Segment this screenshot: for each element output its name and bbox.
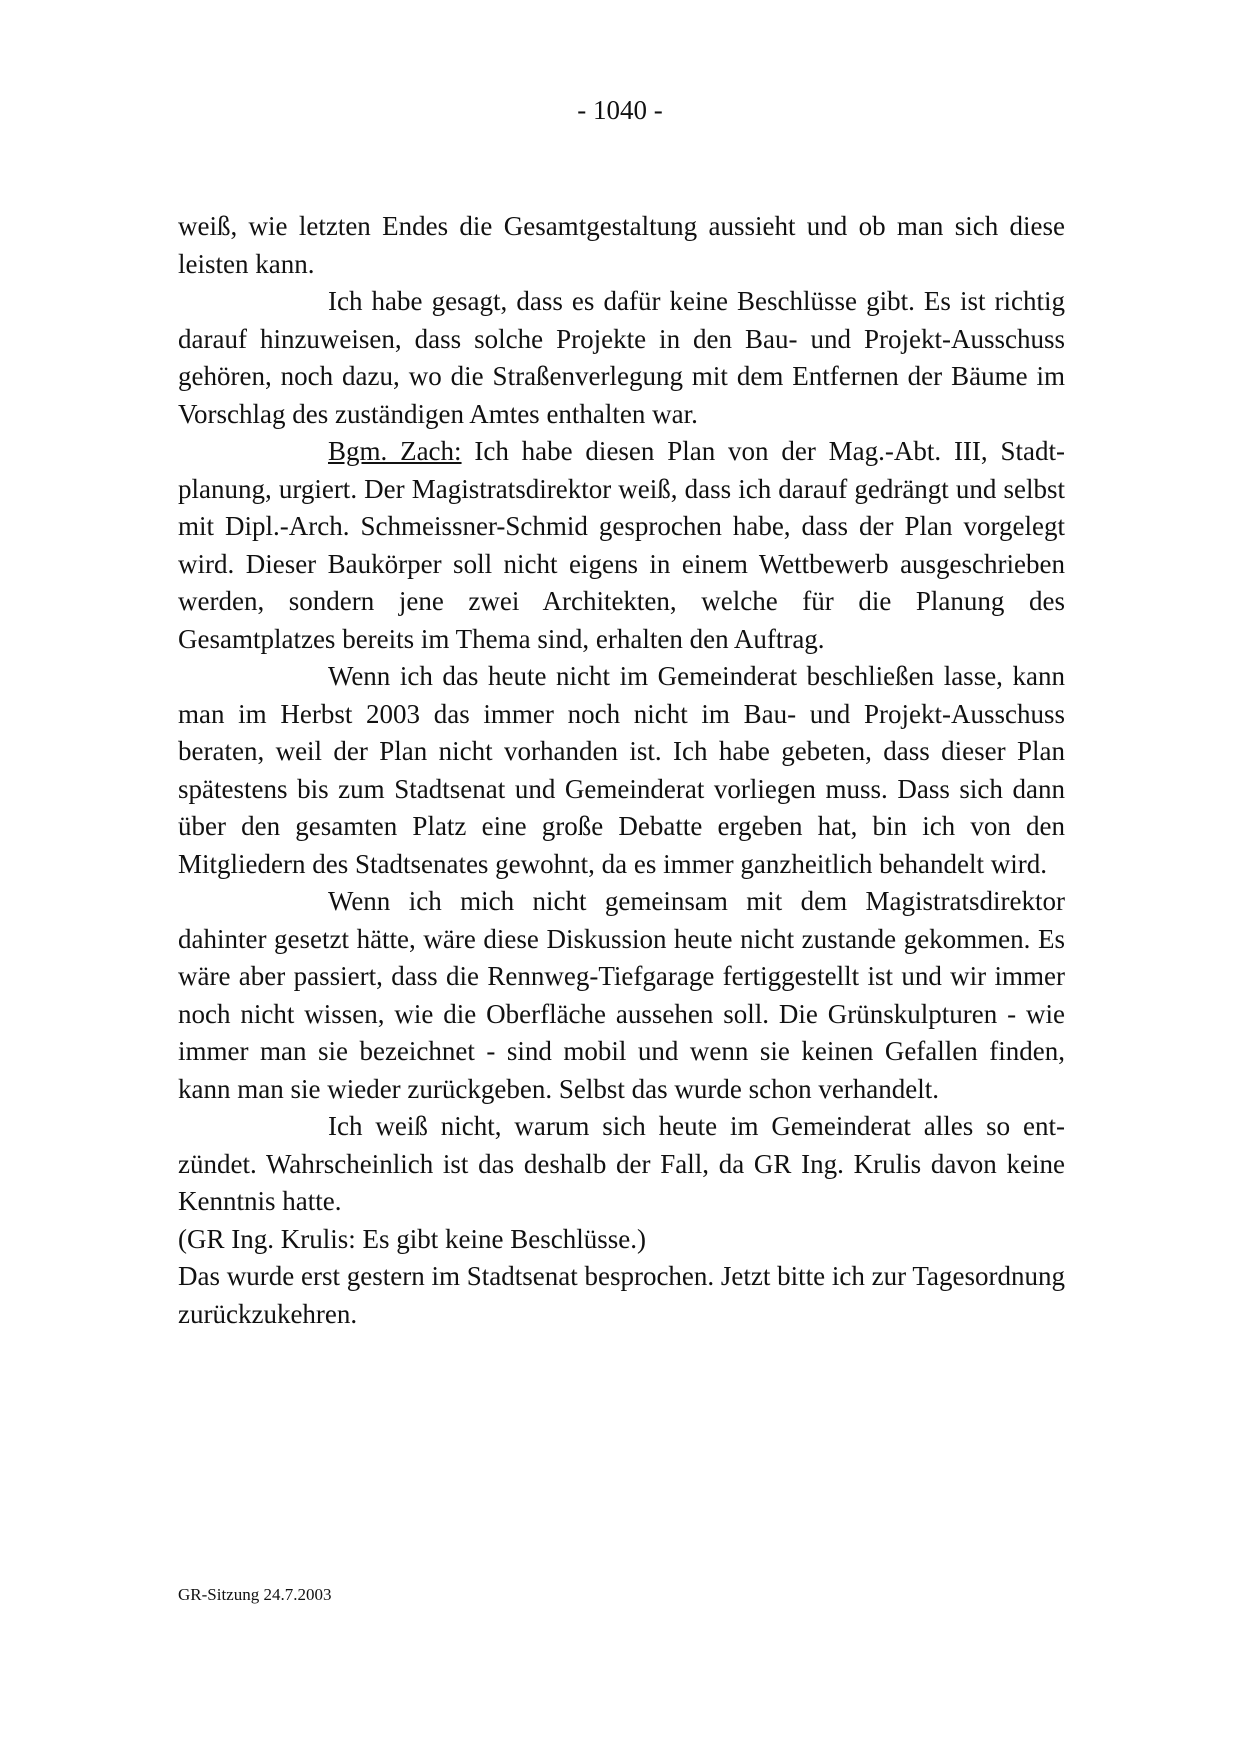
- paragraph: Ich habe gesagt, dass es dafür keine Beschlüsse gibt. Es ist richtig darauf hinzuweisen, dass solche Projekte in den Bau- und Projekt-Ausschuss gehören, noch dazu, wo die Straßenverlegung mit dem Entfernen der Bäume im Vorschlag des zuständigen Amtes enthalten war.: [178, 286, 1065, 429]
- paragraph-speaker-statement: [178, 433, 1065, 658]
- paragraph: Wenn ich mich nicht gemeinsam mit dem Magistratsdirektor dahinter gesetzt hätte, wäre diese Diskussion heute nicht zustande gekommen. Es wäre aber passiert, dass die Rennweg-Tiefgarage fertiggestellt ist und wir immer noch nicht wissen, wie die Oberfläche aussehen soll. Die Grünskulpturen - wie immer man sie bezeichnet - sind mobil und wenn sie keinen Gefallen finden, kann man sie wieder zurückgeben. Selbst das wurde schon verhandelt.: [178, 886, 1065, 1104]
- paragraph: Wenn ich das heute nicht im Gemeinderat beschließen lasse, kann man im Herbst 2003 das immer noch nicht im Bau- und Projekt-Ausschuss beraten, weil der Plan nicht vorhanden ist. Ich habe gebeten, dass dieser Plan spätestens bis zum Stadtsenat und Gemeinderat vorliegen muss. Dass sich dann über den gesamten Platz eine große Debatte ergeben hat, bin ich von den Mitgliedern des Stadtsenates gewohnt, da es immer ganzheitlich behandelt wird.: [178, 661, 1065, 879]
- speaker-name: Bgm. Zach:: [328, 436, 462, 466]
- footer-session-date: GR-Sitzung 24.7.2003: [178, 1585, 332, 1604]
- paragraph: weiß, wie letzten Endes die Gesamtgestaltung aussieht und ob man sich diese leisten kann.: [178, 211, 1065, 279]
- paragraph: Das wurde erst gestern im Stadtsenat besprochen. Jetzt bitte ich zur Tagesordnung zurückzukehren.: [178, 1261, 1065, 1329]
- page-number: - 1040 -: [577, 95, 663, 125]
- speaker-statement-text: Ich habe diesen Plan von der Mag.-Abt. III, Stadtplanung, urgiert. Der Magistratsdirektor weiß, dass ich darauf gedrängt und selbst mit Dipl.-Arch. Schmeissner-Schmid gesprochen habe, dass der Plan vorgelegt wird. Dieser Baukörper soll nicht eigens in einem Wettbewerb ausgeschrieben werden, sondern jene zwei Architekten, welche für die Planung des Gesamtplatzes bereits im Thema sind, erhalten den Auftrag.: [178, 436, 1065, 654]
- paragraph: Ich weiß nicht, warum sich heute im Gemeinderat alles so entzündet. Wahrscheinlich ist das deshalb der Fall, da GR Ing. Krulis davon keine Kenntnis hatte.: [178, 1111, 1065, 1216]
- interjection: (GR Ing. Krulis: Es gibt keine Beschlüsse.): [178, 1223, 646, 1254]
- document-body: [178, 208, 1065, 1333]
